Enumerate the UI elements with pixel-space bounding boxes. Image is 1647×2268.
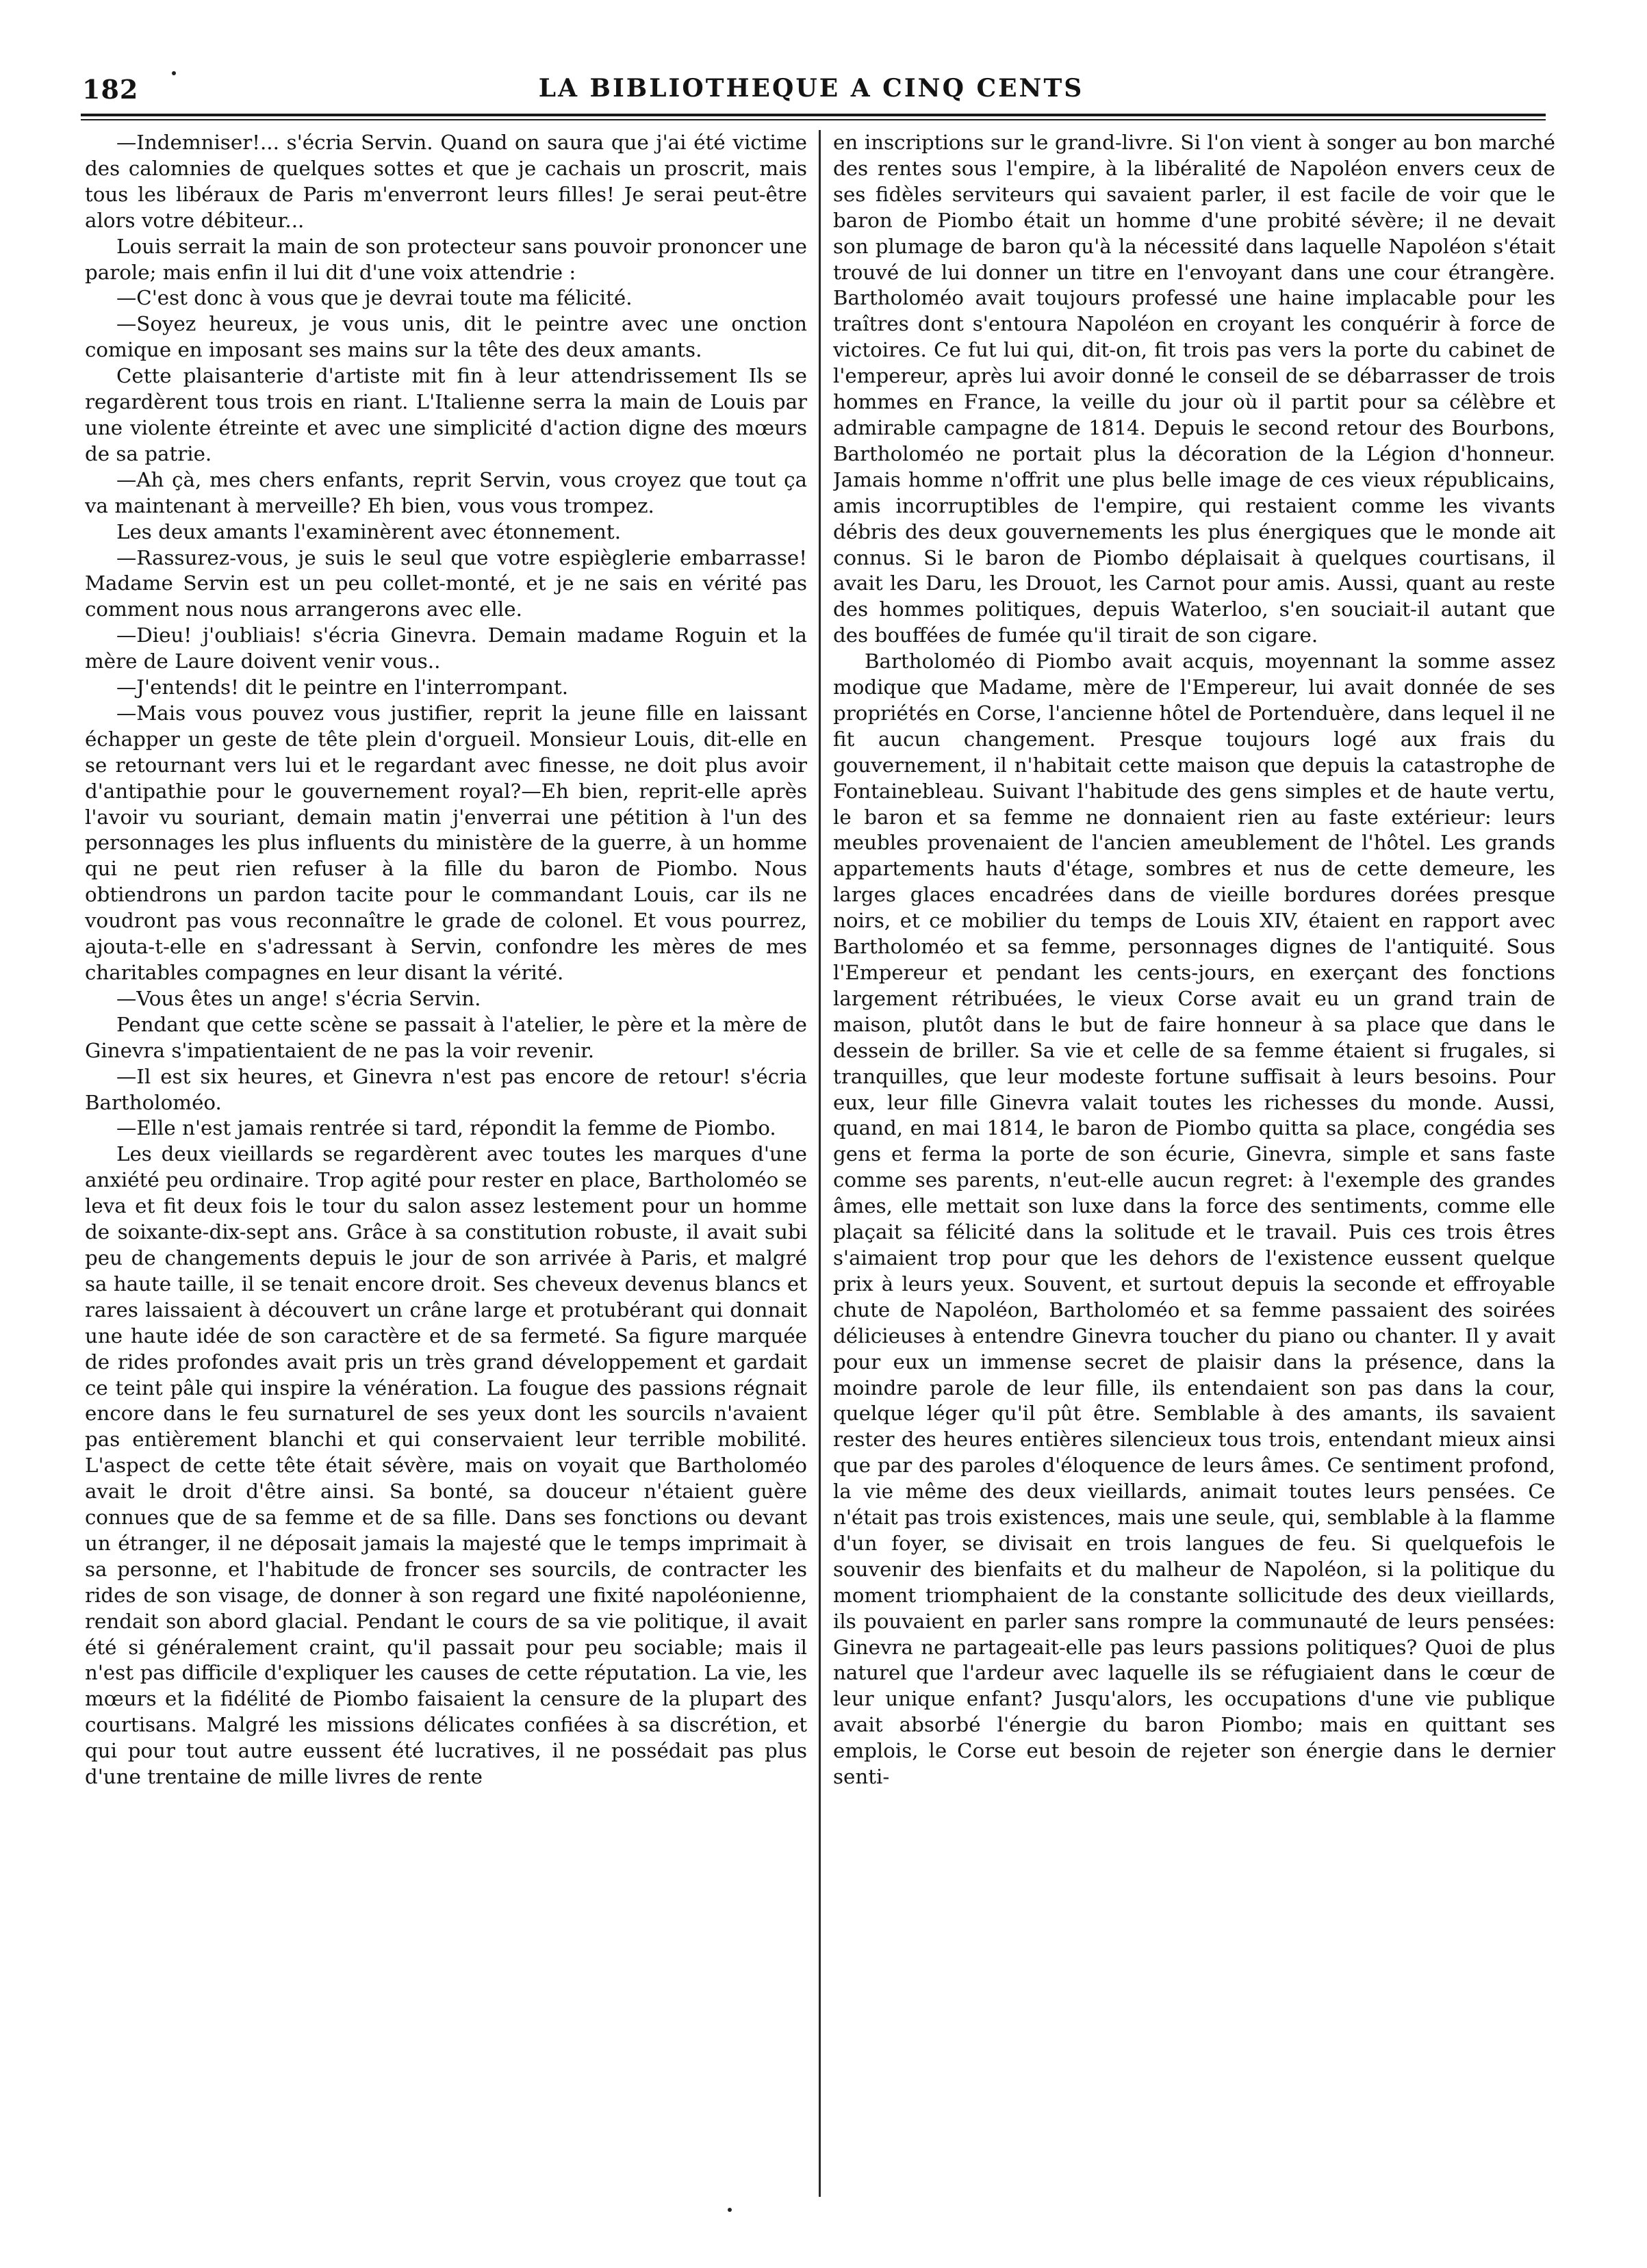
paragraph: —Vous êtes un ange! s'écria Servin. xyxy=(116,986,481,1010)
paragraph: —C'est donc à vous que je devrai toute ma félicité. xyxy=(116,286,633,310)
paragraph: Louis serrait la main de son protecteur sans pouvoir prononcer une parole; mais enfin il lui dit d'une voix attendrie : xyxy=(85,234,807,284)
paragraph: —Mais vous pouvez vous justifier, reprit la jeune fille en laissant échapper un geste de tête plein d'orgueil. Monsieur Louis, dit-elle en se retournant vers lui et le regardant avec finesse, ne doit plus avoir d'antipathie pour le gouvernement royal?—Eh bien, reprit-elle après l'avoir vu souriant, demain matin j'enverrai une pétition à l'un des personnages les plus influents du ministère de la guerre, à un homme qui ne peut rien refuser à la fille du baron de Piombo. Nous obtiendrons un pardon tacite pour le commandant Louis, car ils ne voudront pas vous reconnaître le grade de colonel. Et vous pourrez, ajouta-t-elle en s'adressant à Servin, confondre les mères de mes charitables compagnes en leur disant la vérité. xyxy=(85,701,807,984)
paragraph: Pendant que cette scène se passait à l'atelier, le père et la mère de Ginevra s'impatientaient de ne pas la voir revenir. xyxy=(85,1012,807,1062)
print-speck xyxy=(172,71,176,75)
page-header xyxy=(68,66,1554,107)
paragraph: Les deux vieillards se regardèrent avec toutes les marques d'une anxiété peu ordinaire. Trop agité pour rester en place, Bartholoméo se leva et fit deux fois le tour du salon assez lestement pour un homme de soixante-dix-sept ans. Grâce à sa constitution robuste, il avait subi peu de changements depuis le jour de son arrivée à Paris, et malgré sa haute taille, il se tenait encore droit. Ses cheveux devenus blancs et rares laissaient à découvert un crâne large et protubérant qui donnait une haute idée de son caractère et de sa fermeté. Sa figure marquée de rides profondes avait pris un très grand développement et gardait ce teint pâle qui inspire la vénération. La fougue des passions régnait encore dans le feu surnaturel de ses yeux dont les sourcils n'avaient pas entièrement blanchi et qui conservaient leur terrible mobilité. L'aspect de cette tête était sévère, mais on voyait que Bartholoméo avait le droit d'être ainsi. Sa bonté, sa douceur n'étaient guère connues que de sa femme et de sa fille. Dans ses fonctions ou devant un étranger, il ne déposait jamais la majesté que le temps imprimait à sa personne, et l'habitude de froncer ses sourcils, de contracter les rides de son visage, de donner à son regard une fixité napoléonienne, rendait son abord glacial. Pendant le cours de sa vie politique, il avait été si généralement craint, qu'il passait pour peu sociable; mais il n'est pas difficile d'expliquer les causes de cette réputation. La vie, les mœurs et la fidélité de Piombo faisaient la censure de la plupart des courtisans. Malgré les missions délicates confiées à sa discrétion, et qui pour tout autre eussent été lucratives, il ne possédait pas plus d'une trentaine de mille livres de rente xyxy=(85,1142,807,1789)
paragraph: Cette plaisanterie d'artiste mit fin à leur attendrissement Ils se regardèrent tous trois en riant. L'Italienne serra la main de Louis par une violente étreinte et avec une simplicité d'action digne des mœurs de sa patrie. xyxy=(85,364,807,465)
paragraph: Les deux amants l'examinèrent avec étonnement. xyxy=(116,519,622,543)
paragraph: —Il est six heures, et Ginevra n'est pas encore de retour! s'écria Bartholoméo. xyxy=(85,1064,807,1114)
header-rule xyxy=(81,114,1546,116)
paragraph: —Soyez heureux, je vous unis, dit le peintre avec une onction comique en imposant ses mains sur la tête des deux amants. xyxy=(85,312,807,362)
paragraph: —Elle n'est jamais rentrée si tard, répondit la femme de Piombo. xyxy=(116,1116,776,1140)
paragraph: Bartholoméo di Piombo avait acquis, moyennant la somme assez modique que Madame, mère de l'Empereur, lui avait donnée de ses propriétés en Corse, l'ancienne hôtel de Portenduère, dans lequel il ne fit aucun changement. Presque toujours logé aux frais du gouvernement, il n'habitait cette maison que depuis la catastrophe de Fontainebleau. Suivant l'habitude des gens simples et de haute vertu, le baron et sa femme ne donnaient rien au faste extérieur: leurs meubles provenaient de l'ancien ameublement de l'hôtel. Les grands appartements hauts d'étage, sombres et nus de cette demeure, les larges glaces encadrées dans de vieille bordures dorées presque noirs, et ce mobilier du temps de Louis XIV, étaient en rapport avec Bartholoméo et sa femme, personnages dignes de l'antiquité. Sous l'Empereur et pendant les cents-jours, en exerçant des fonctions largement rétribuées, le vieux Corse avait eu un grand train de maison, plutôt dans le but de faire honneur à sa place que dans le dessein de briller. Sa vie et celle de sa femme étaient si frugales, si tranquilles, que leur modeste fortune suffisait à leurs besoins. Pour eux, leur fille Ginevra valait toutes les richesses du monde. Aussi, quand, en mai 1814, le baron de Piombo quitta sa place, congédia ses gens et ferma la porte de son écurie, Ginevra, simple et sans faste comme ses parents, n'eut-elle aucun regret: à l'exemple des grandes âmes, elle mettait son luxe dans la force des sentiments, comme elle plaçait sa félicité dans la solitude et le travail. Puis ces trois êtres s'aimaient trop pour que les dehors de l'existence eussent quelque prix à leurs yeux. Souvent, et surtout depuis la seconde et effroyable chute de Napoléon, Bartholoméo et sa femme passaient des soirées délicieuses à entendre Ginevra toucher du piano ou chanter. Il y avait pour eux un immense secret de plaisir dans la présence, dans la moindre parole de leur fille, ils entendaient son pas dans la cour, quelque léger qu'il pût être. Semblable à des amants, ils savaient rester des heures entières silencieux tous trois, entendant mieux ainsi que par des paroles d'éloquence de leurs âmes. Ce sentiment profond, la vie même des deux vieillards, animait toutes leurs pensées. Ce n'était pas trois existences, mais une seule, qui, semblable à la flamme d'un foyer, se divisait en trois langues de feu. Si quelquefois le souvenir des bienfaits et du malheur de Napoléon, si la politique du moment triomphaient de la constante sollicitude des deux vieillards, ils pouvaient en parler sans rompre la communauté de leurs pensées: Ginevra ne partageait-elle pas leurs passions politiques? Quoi de plus naturel que l'ardeur avec laquelle ils se réfugiaient dans le cœur de leur unique enfant? Jusqu'alors, les occupations d'une vie publique avait absorbé l'énergie du baron Piombo; mais en quittant ses emplois, le Corse eut besoin de rejeter son énergie dans le dernier senti- xyxy=(833,649,1555,1789)
paragraph: —Ah çà, mes chers enfants, reprit Servin, vous croyez que tout ça va maintenant à merveille? Eh bien, vous vous trompez. xyxy=(85,467,807,517)
running-title: LA BIBLIOTHEQUE A CINQ CENTS xyxy=(538,74,1084,103)
paragraph: en inscriptions sur le grand-livre. Si l'on vient à songer au bon marché des rentes sous l'empire, à la libéralité de Napoléon envers ceux de ses fidèles serviteurs qui savaient parler, il est facile de voir que le baron de Piombo était un homme d'une probité sévère; il ne devait son plumage de baron qu'à la nécessité dans laquelle Napoléon s'était trouvé de lui donner un titre en l'envoyant dans une cour étrangère. Bartholoméo avait toujours professé une haine implacable pour les traîtres dont s'entoura Napoléon en croyant les conquérir à force de victoires. Ce fut lui qui, dit-on, fit trois pas vers la porte du cabinet de l'empereur, après lui avoir donné le conseil de se débarrasser de trois hommes en France, la veille du jour où il partit pour sa célèbre et admirable campagne de 1814. Depuis le second retour des Bourbons, Bartholoméo ne portait plus la décoration de la Légion d'honneur. Jamais homme n'offrit une plus belle image de ces vieux républicains, amis incorruptibles de l'empire, qui restaient comme les vivants débris des deux gouvernements les plus énergiques que le monde ait connus. Si le baron de Piombo déplaisait à quelques courtisans, il avait les Daru, les Drouot, les Carnot pour amis. Aussi, quant au reste des hommes politiques, depuis Waterloo, s'en souciait-il autant que des bouffées de fumée qu'il tirait de son cigare. xyxy=(833,131,1555,647)
paragraph: —Rassurez-vous, je suis le seul que votre espièglerie embarrasse! Madame Servin est un peu collet-monté, et je ne sais en vérité pas comment nous nous arrangerons avec elle. xyxy=(85,545,807,621)
paragraph: —Indemniser!... s'écria Servin. Quand on saura que j'ai été victime des calomnies de quelques sottes et que je cachais un proscrit, mais tous les libéraux de Paris m'enverront leurs filles! Je serai peut-être alors votre débiteur... xyxy=(85,131,807,232)
print-speck xyxy=(728,2208,732,2212)
paragraph: —J'entends! dit le peintre en l'interrompant. xyxy=(116,675,569,699)
left-column xyxy=(85,130,807,2204)
column-divider xyxy=(819,130,821,2197)
header-rule-thin xyxy=(81,119,1546,120)
right-column xyxy=(833,130,1555,2204)
paragraph: —Dieu! j'oubliais! s'écria Ginevra. Demain madame Roguin et la mère de Laure doivent venir vous.. xyxy=(85,623,807,673)
page-number: 182 xyxy=(82,74,139,105)
